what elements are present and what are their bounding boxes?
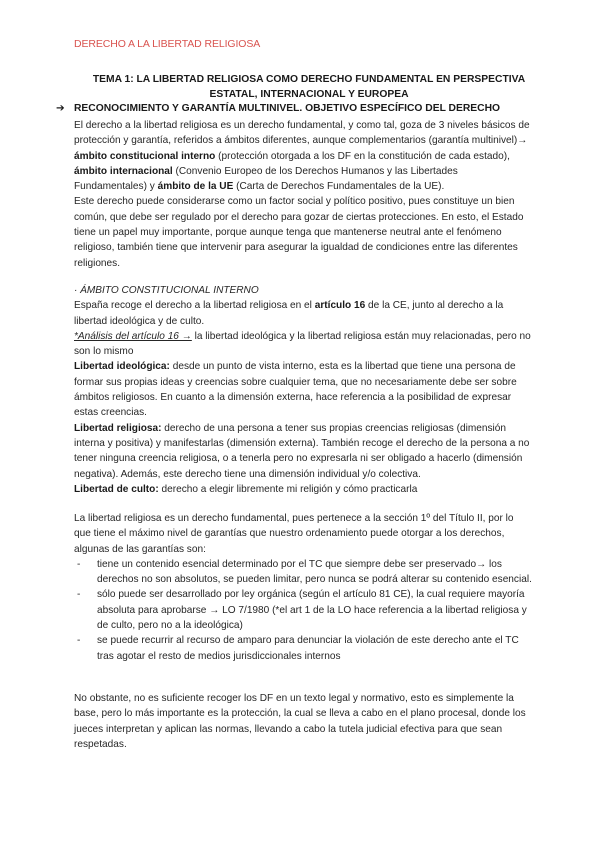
- bold-term: ámbito de la UE: [157, 181, 234, 193]
- list-item: - se puede recurrir al recurso de amparo para denunciar la violación de este derecho ante el TC tras agotar el resto de medios jurisdiccionales internos: [74, 633, 532, 664]
- paragraph-guarantees-intro: La libertad religiosa es un derecho fundamental, pues pertenece a la sección 1º del Título II, por lo que tiene el máximo nivel de garantías que nuestro ordenamiento puede otorgar a los derechos, algunas de las garantías son:: [74, 513, 514, 555]
- topic-title: [74, 72, 544, 102]
- paragraph-protection: No obstante, no es suficiente recoger los DF en un texto legal y normativo, esto es simplemente la base, pero lo más importante es la protección, la cual se lleva a cabo en el plano procesal, donde los jueces interpretan y aplican las normas, llevando a cabo la tutela judicial efectiva para que sean respetadas.: [74, 693, 526, 750]
- bold-term: Libertad de culto:: [74, 483, 159, 495]
- section2-body: [74, 283, 532, 497]
- text-run: derecho a elegir libremente mi religión y cómo practicarla: [158, 483, 418, 495]
- bold-term: ámbito constitucional interno: [74, 150, 216, 162]
- paragraph-ideological-freedom: [74, 359, 532, 420]
- paragraph-multilevel: [74, 118, 532, 194]
- arrow-bullet-icon: ➔: [56, 103, 65, 114]
- list-item: - tiene un contenido esencial determinado por el TC que siempre debe ser preservado→ los derechos no son absolutos, se pueden limitar, pero nunca se podrá alterar su contenido esencial.: [74, 557, 532, 588]
- text-run: de la CE, junto al derecho a la libertad ideológica y de culto.: [74, 300, 504, 327]
- paragraph-social-factor: Este derecho puede considerarse como un factor social y político positivo, pues constituye un bien común, que debe ser regulado por el derecho para gozar de ciertas protecciones. En esto, el Estado tiene un papel muy importante, porque aunque tenga que mantenerse neutral ante el fenómeno religioso, también tiene que intervenir para asegurar la igualdad de condiciones entre las diferentes religiones.: [74, 196, 524, 269]
- text-run: (Carta de Derechos Fundamentales de la UE).: [233, 181, 445, 193]
- section-heading-text: RECONOCIMIENTO Y GARANTÍA MULTINIVEL. OBJETIVO ESPECÍFICO DEL DERECHO: [74, 103, 501, 114]
- bold-term: artículo 16: [314, 300, 366, 312]
- text-run: derecho de una persona a tener sus propias creencias religiosas (dimensión interna y positiva) y manifestarlas (dimensión externa). También recoge el derecho de la persona a no tener ninguna creencia religiosa, o a tenerla pero no expresarla ni ser obligado a hacerlo (dimensión negativa). Además, este derecho tiene una dimensión individual y/o colectiva.: [74, 422, 530, 480]
- text-run: España recoge el derecho a la libertad religiosa en el: [74, 300, 315, 312]
- paragraph-analysis: [74, 329, 532, 360]
- analysis-label: *Análisis del artículo 16 →: [74, 330, 192, 342]
- paragraph-worship-freedom: [74, 482, 532, 497]
- guarantees-list: [74, 557, 532, 664]
- topic-title-line-1: TEMA 1: LA LIBERTAD RELIGIOSA COMO DERECHO FUNDAMENTAL EN PERSPECTIVA: [92, 74, 526, 85]
- text-run: El derecho a la libertad religiosa es un derecho fundamental, y como tal, goza de 3 niveles básicos de protección y garantía, referidos a ámbitos diferentes, aunque complementarios (garantía multinivel)→: [74, 120, 530, 147]
- section4-body: [74, 691, 532, 752]
- section1-body: [74, 118, 532, 271]
- text-run: (protección otorgada a los DF en la constitución de cada estado),: [215, 150, 510, 162]
- paragraph-article-16: [74, 298, 532, 329]
- bold-term: ámbito internacional: [74, 165, 173, 177]
- document-header: DERECHO A LA LIBERTAD RELIGIOSA: [74, 38, 261, 50]
- paragraph-religious-freedom: [74, 421, 532, 482]
- section3-body: [74, 511, 532, 664]
- list-item: - sólo puede ser desarrollado por ley orgánica (según el artículo 81 CE), la cual requiere mayoría absoluta para aprobarse → LO 7/1980 (*el art 1 de la LO hace referencia a la libertad religiosa y de culto, pero no a la ideológica): [74, 587, 532, 633]
- text-run: (Convenio Europeo de los Derechos Humanos y las Libertades Fundamentales) y: [74, 165, 458, 193]
- section-heading-recognition: [56, 102, 556, 116]
- subsection-heading: · ÁMBITO CONSTITUCIONAL INTERNO: [74, 285, 259, 296]
- bold-term: Libertad religiosa:: [74, 422, 162, 434]
- text-run: la libertad ideológica y la libertad religiosa están muy relacionadas, pero no son lo mismo: [74, 330, 531, 358]
- topic-title-line-2: ESTATAL, INTERNACIONAL Y EUROPEA: [209, 89, 409, 100]
- text-run: desde un punto de vista interno, esta es la libertad que tiene una persona de formar sus propias ideas y creencias sobre cualquier tema, que no necesariamente debe ser sobre ámbitos religiosos. En cuanto a la dimensión externa, hace referencia a la posibilidad de expresar estas creencias.: [74, 361, 517, 419]
- bold-term: Libertad ideológica:: [74, 361, 170, 373]
